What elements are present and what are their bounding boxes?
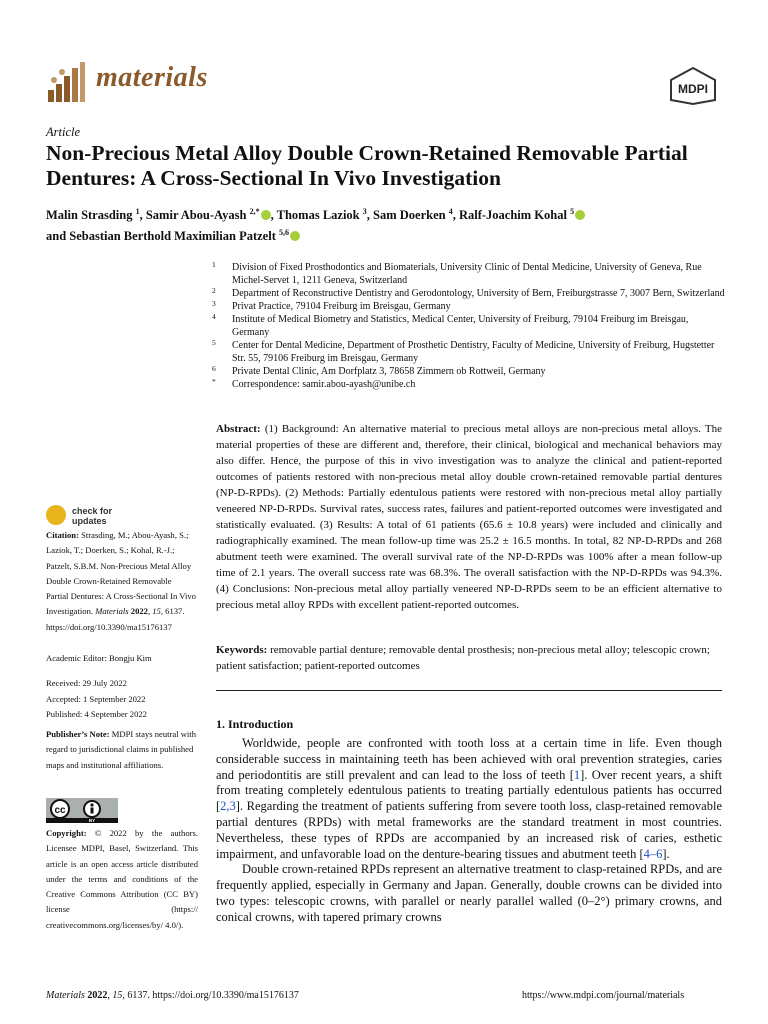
author-affiliation-marker: 1 [135, 207, 140, 216]
author-affiliation-marker: 4 [448, 207, 453, 216]
citation-journal: Materials [95, 606, 129, 617]
footer-doi[interactable]: , 6137. https://doi.org/10.3390/ma15176137 [122, 990, 299, 1001]
introduction-body [216, 736, 722, 926]
footer-journal-url[interactable]: https://www.mdpi.com/journal/materials [522, 990, 685, 1001]
mdpi-logo-icon [666, 66, 720, 106]
reference-link[interactable]: 2,3 [220, 799, 236, 814]
author-name: Samir Abou-Ayash [145, 208, 247, 223]
affiliation-list [212, 261, 727, 391]
intro-p1-text-a: Worldwide, people are confronted with tooth loss at a certain time in life. Even though considerable success in maintaining teeth has been achieved with oral prevention strategies, caries and periodontitis are still prevalent and can lead to the loss of teeth [ [216, 736, 722, 782]
author-list: Malin Strasding $^1$, Samir Abou-Ayash $^{2,*}$ , Thomas Laziok $^3$, Sam Doerken $^4$, Ralf-Joachim Kohal $^5$ and Sebastian Berthold Maximilian Patzelt $^{5,6}$ [46, 203, 736, 245]
accepted-date: Accepted: 1 September 2022 [46, 693, 146, 704]
copyright-text: © 2022 by the authors. Licensee MDPI, Basel, Switzerland. This article is an open access article distributed under the terms and conditions of the Creative Commons Attribution (CC BY) license (https:// creativecommons.org/licenses/by/ 4.0/). [46, 828, 198, 930]
citation-label: Citation: [46, 530, 79, 540]
affiliation-item [212, 287, 727, 300]
keywords [216, 642, 722, 674]
footer-year: 2022 [87, 990, 108, 1001]
affiliation-number: 6 [212, 364, 216, 373]
author-name: Sam Doerken [373, 208, 446, 223]
affiliation-number: 5 [212, 338, 216, 347]
affiliation-number: * [212, 377, 216, 386]
author-affiliation-marker: 3 [362, 207, 367, 216]
publisher-note-text: MDPI stays neutral with regard to jurisdictional claims in published maps and institutional affiliations. [46, 729, 196, 770]
affiliation-text: Private Dental Clinic, Am Dorfplatz 3, 78658 Zimmern ob Rottweil, Germany [232, 366, 546, 377]
affiliation-number: 3 [212, 299, 216, 308]
affiliation-number: 4 [212, 312, 216, 321]
mdpi-logo-text: MDPI [678, 82, 708, 96]
abstract [216, 421, 722, 613]
journal-name: materials [96, 62, 208, 93]
introduction-heading: 1. Introduction [216, 717, 294, 731]
publisher-note-label: Publisher’s Note: [46, 729, 110, 739]
affiliation-text: Center for Dental Medicine, Department of Prosthetic Dentistry, Faculty of Medicine, University of Freiburg, Hugstetter Str. 55, 79106 Freiburg im Breisgau, Germany [232, 340, 715, 364]
affiliation-text: Division of Fixed Prosthodontics and Biomaterials, University Clinic of Dental Medicine, University of Geneva, Rue Michel-Servet 1, 1211 Geneva, Switzerland [232, 262, 702, 286]
citation-year: 2022 [130, 606, 148, 617]
cc-by-text: BY [88, 818, 96, 823]
orcid-icon[interactable] [290, 231, 300, 241]
author-name: and Sebastian Berthold Maximilian Patzelt [46, 229, 276, 244]
abstract-text: (1) Background: An alternative material to precious metal alloys are non-precious metal alloys. The material properties of these are different and, therefore, their clinical, biological and mechanical behaviors may also differ. Hence, the purpose of this in vivo investigation was to analyze the clinical and patient-reported outcomes of patients restored with non-precious metal alloy double crown-retained removable partial dentures (NP-D-RPDs). (2) Methods: Partially edentulous patients were restored with non-precious metal alloy partially veneered NP-D-RPDs. Survival rates, success rates, failures and patient-reported outcomes were investigated and statistically evaluated. (3) Results: A total of 61 patients (65.6 ± 10.8 years) were included and clinically and radiographically examined. The mean follow-up time was 25.2 ± 16.5 months. In total, 82 NP-D-RPDs and 268 abutment teeth were examined. The overall survival rate of the NP-D-RPDs was 100% after a mean follow-up time of 2.1 years. The overall success rate was 68.3%. The overall satisfaction with the NP-D-RPDs was 94.3%. (4) Conclusions: Non-precious metal alloy partially veneered NP-D-RPDs seem to be an efficient alternative to precious metal alloy RPDs with excellent patient-reported outcomes. [216, 423, 723, 611]
reference-link[interactable]: 1 [573, 767, 581, 782]
article-dates [46, 676, 147, 723]
received-date: Received: 29 July 2022 [46, 678, 127, 688]
citation-text: Strasding, M.; Abou-Ayash, S.; Laziok, T.; Doerken, S.; Kohal, R.-J.; Patzelt, S.B.M. Non-Precious Metal Alloy Double Crown-Retained Removable Partial Dentures: A Cross-Sectional In Vivo Investigation. [46, 530, 196, 617]
affiliation-text: Correspondence: samir.abou-ayash@unibe.ch [232, 379, 416, 390]
intro-p1-text-b: ]. Over recent years, a shift from treating completely edentulous patients to treating partially edentulous patients has occurred [ [216, 767, 722, 814]
affiliation-item [212, 261, 727, 287]
keywords-text: removable partial denture; removable dental prosthesis; non-precious metal alloy; telescopic crown; patient satisfaction; patient-reported outcomes [216, 644, 710, 672]
copyright-label: Copyright: [46, 828, 87, 838]
author-affiliation-marker: 5 [570, 207, 575, 216]
check-line-1: check for [72, 506, 113, 516]
intro-p1-text-c: ]. Regarding the treatment of patients suffering from severe tooth loss, clasp-retained removable partial dentures (RPDs) with metal frameworks are the standard treatment in most countries. Nevertheless, these types of RPDs are accompanied by an increased risk of caries, esthetic impairment, and unfavorable load on the denture-bearing tissues and abutment teeth [ [216, 799, 722, 861]
citation-volume: 15 [152, 606, 161, 617]
cc-by-license-icon[interactable] [46, 798, 118, 823]
affiliation-item [212, 300, 727, 313]
article-type: Article [46, 125, 81, 139]
author-name: Thomas Laziok [276, 208, 360, 223]
orcid-icon[interactable] [575, 210, 585, 220]
affiliation-text: Institute of Medical Biometry and Statistics, Medical Center, University of Freiburg, 79104 Freiburg im Breisgau, Germany [232, 314, 689, 338]
affiliation-item [212, 378, 727, 391]
section-divider [216, 690, 722, 691]
materials-logo-icon [46, 60, 86, 104]
author-affiliation-marker: 2,* [249, 207, 260, 216]
cc-text: cc [54, 805, 66, 816]
check-for-updates-label [72, 506, 112, 526]
orcid-icon[interactable] [261, 210, 271, 220]
author-affiliation-marker: 5,6 [279, 228, 289, 238]
affiliation-text: Privat Practice, 79104 Freiburg im Breisgau, Germany [232, 301, 451, 312]
intro-paragraph-1 [216, 736, 722, 862]
keywords-label: Keywords: [216, 644, 268, 656]
affiliation-item [212, 365, 727, 378]
check-line-2: updates [72, 516, 107, 526]
citation-doi[interactable]: , 6137. https://doi.org/10.3390/ma15176137 [46, 606, 185, 632]
citation: Citation: Strasding, M.; Abou-Ayash, S.; Laziok, T.; Doerken, S.; Kohal, R.-J.; Patzelt, S.B.M. Non-Precious Metal Alloy Double Crown-Retained Removable Partial Dentures: A Cross-Sectional In Vivo Investigation. Materials 2022, 15, 6137. https://doi.org/10.3390/ma15176137 [46, 530, 196, 632]
author-name: Malin Strasding [46, 208, 133, 223]
check-for-updates-icon [46, 505, 66, 525]
academic-editor: Academic Editor: Bongju Kim [46, 653, 152, 663]
abstract-label: Abstract: [216, 423, 261, 435]
article-title: Non-Precious Metal Alloy Double Crown-Retained Removable Partial Dentures: A Cross-Sectional In Vivo Investigation [46, 141, 688, 190]
affiliation-number: 1 [212, 260, 216, 269]
copyright-notice [46, 826, 198, 933]
reference-link[interactable]: 4–6 [643, 846, 663, 861]
affiliation-item [212, 313, 727, 339]
footer-citation: Materials 2022, 15, 6137. https://doi.org/10.3390/ma15176137 [46, 990, 299, 1001]
intro-paragraph-2: Double crown-retained RPDs represent an alternative treatment to clasp-retained RPDs, and are frequently applied, especially in Germany and Japan. Generally, double crowns can be divided into two types: telescopic crowns, with parallel or nearly parallel walled (0–2°) primary crowns, and conical crowns, with tapered primary crowns [216, 862, 722, 924]
check-for-updates-button[interactable] [46, 505, 166, 527]
publisher-note [46, 727, 198, 773]
published-date: Published: 4 September 2022 [46, 709, 147, 719]
affiliation-number: 2 [212, 286, 216, 295]
affiliation-item [212, 339, 727, 365]
footer-volume: 15 [112, 990, 123, 1001]
footer-journal: Materials [46, 990, 85, 1001]
affiliation-text: Department of Reconstructive Dentistry and Gerodontology, University of Bern, Freiburgstrasse 7, 3007 Bern, Switzerland [232, 288, 725, 299]
author-name: Ralf-Joachim Kohal [458, 208, 567, 223]
intro-p1-text-d: ]. [662, 846, 670, 861]
